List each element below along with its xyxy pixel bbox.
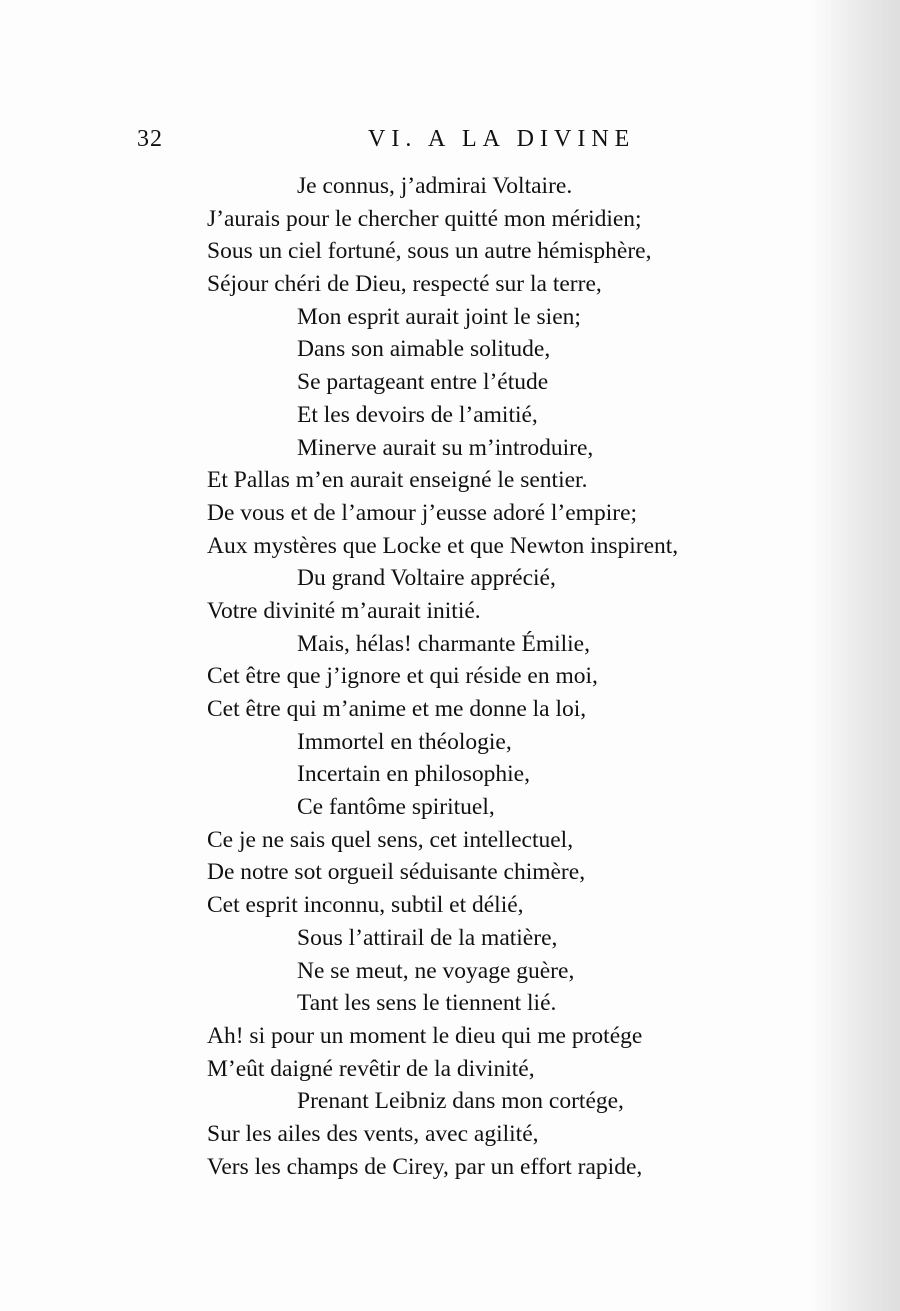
verse-line: Cet être que j’ignore et qui réside en moi, [207,663,598,690]
verse-line: Et les devoirs de l’amitié, [297,401,538,428]
running-head [0,126,900,166]
verse-line: Cet esprit inconnu, subtil et délié, [207,892,524,919]
verse-line: Se partageant entre l’étude [297,369,549,396]
verse-line: De vous et de l’amour j’eusse adoré l’empire; [207,499,638,526]
verse-line: Votre divinité m’aurait initié. [207,597,481,624]
verse-line: Séjour chéri de Dieu, respecté sur la terre, [207,271,602,298]
verse-line: De notre sot orgueil séduisante chimère, [207,859,586,886]
verse-line: Incertain en philosophie, [297,761,530,788]
verse-line: M’eût daigné revêtir de la divinité, [207,1055,535,1082]
verse-line: Immortel en théologie, [297,728,512,755]
verse-line: Sous l’attirail de la matière, [297,924,558,951]
verse-line: Ne se meut, ne voyage guère, [297,957,575,984]
verse-line: Sur les ailes des vents, avec agilité, [207,1120,539,1147]
verse-line: Ce fantôme spirituel, [297,794,495,821]
verse-line: Dans son aimable solitude, [297,336,551,363]
verse-line: Ce je ne sais quel sens, cet intellectuel, [207,826,574,853]
verse-line: Cet être qui m’anime et me donne la loi, [207,696,587,722]
verse-line: Sous un ciel fortuné, sous un autre hémisphère, [207,238,652,265]
verse-line: Vers les champs de Cirey, par un effort rapide, [207,1153,643,1180]
verse-line: Je connus, j’admirai Voltaire. [297,173,573,199]
verse-line: Ah! si pour un moment le dieu qui me protége [207,1022,643,1049]
verse-line: Et Pallas m’en aurait enseigné le sentier. [207,467,588,494]
chapter-title: VI. A LA DIVINE [368,126,636,152]
verse-line: Mais, hélas! charmante Émilie, [297,630,590,657]
verse-line: Mon esprit aurait joint le sien; [297,303,581,330]
verse-line: Prenant Leibniz dans mon cortége, [297,1088,624,1115]
verse-line: Aux mystères que Locke et que Newton inspirent, [207,532,679,559]
verse-line: Tant les sens le tiennent lié. [297,990,557,1017]
page-edge-shadow [810,0,900,1311]
poem-body [207,170,807,1183]
verse-line: Du grand Voltaire apprécié, [297,565,556,592]
page-number: 32 [137,126,163,152]
verse-line: Minerve aurait su m’introduire, [297,434,594,461]
verse-line: J’aurais pour le chercher quitté mon méridien; [207,205,642,232]
